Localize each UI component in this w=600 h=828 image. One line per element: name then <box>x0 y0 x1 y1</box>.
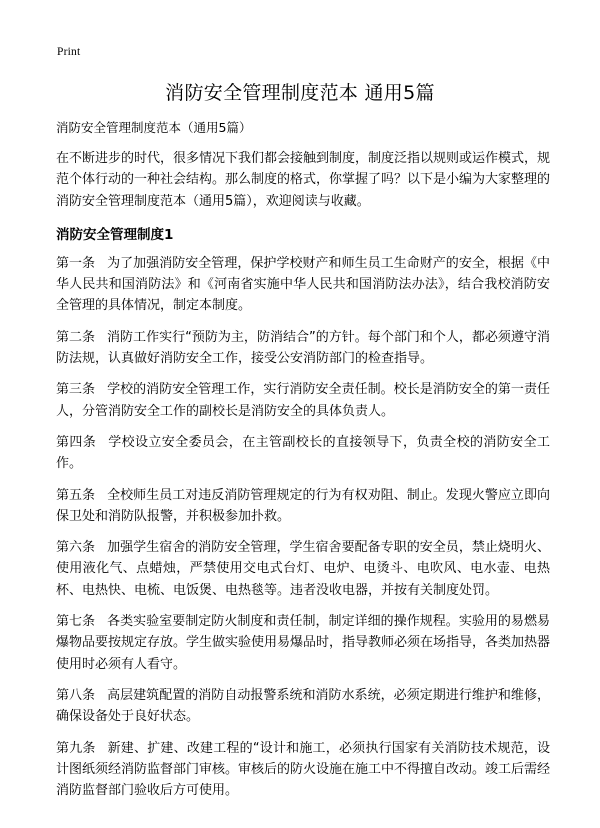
page-title: 消防安全管理制度范本 通用5篇 <box>165 82 435 104</box>
article-number: 第一条 <box>56 255 96 271</box>
article-number: 第五条 <box>56 487 96 503</box>
article-paragraph <box>56 253 550 317</box>
article-text: 消防工作实行“预防为主，防消结合”的方针。每个部门和个人，都必须遵守消防法规，认真做好消防安全工作，接受公安消防部门的检查指导。 <box>56 329 550 367</box>
article-text: 各类实验室要制定防火制度和责任制，制定详细的操作规程。实验用的易燃易爆物品要按规定存放。学生做实验使用易爆品时，指导教师必须在场指导，各类加热器使用时必须有人看守。 <box>56 614 551 672</box>
article-paragraph <box>56 485 550 528</box>
article-number: 第二条 <box>56 329 96 345</box>
article-text: 高层建筑配置的消防自动报警系统和消防水系统，必须定期进行维护和维修，确保设备处于良好状态。 <box>56 687 550 725</box>
article-paragraph <box>56 685 550 728</box>
article-text: 新建、扩建、改建工程的“设计和施工，必须执行国家有关消防技术规范，设计图纸须经消防监督部门审核。审核后的防火设施在施工中不得擅自改动。竣工后需经消防监督部门验收后方可使用。 <box>56 740 551 799</box>
article-paragraph <box>56 379 550 422</box>
article-paragraph <box>56 327 550 370</box>
article-number: 第八条 <box>56 687 96 703</box>
intro-paragraph: 在不断进步的时代，很多情况下我们都会接触到制度，制度泛指以规则或运作模式，规范个体行动的一种社会结构。那么制度的格式，你掌握了吗？以下是小编为大家整理的消防安全管理制度范本（通用5篇），欢迎阅读与收藏。 <box>56 151 551 209</box>
print-label: Print <box>57 46 81 58</box>
article-text: 全校师生员工对违反消防管理规定的行为有权劝阻、制止。发现火警应立即向保卫处和消防队报警，并积极参加扑救。 <box>56 487 550 524</box>
article-text: 学校的消防安全管理工作，实行消防安全责任制。校长是消防安全的第一责任人，分管消防安全工作的副校长是消防安全的具体负责人。 <box>56 382 550 419</box>
article-text: 加强学生宿舍的消防安全管理，学生宿舍要配备专职的安全员，禁止烧明火、使用液化气、点蜡烛，严禁使用交电式台灯、电炉、电烫斗、电吹风、电水壶、电热杯、电热快、电梳、电饭煲、电热毯等。违者没收电器，并按有关制度处罚。 <box>56 540 550 598</box>
article-number: 第七条 <box>56 614 96 630</box>
article-paragraph <box>56 537 550 601</box>
article-paragraph <box>56 432 550 475</box>
document-body <box>56 120 550 811</box>
article-number: 第三条 <box>56 382 96 398</box>
section-heading: 消防安全管理制度1 <box>56 226 174 243</box>
article-number: 第六条 <box>56 540 96 556</box>
article-paragraph <box>56 738 550 802</box>
article-paragraph <box>56 611 550 675</box>
article-text: 为了加强消防安全管理，保护学校财产和师生员工生命财产的安全，根据《中华人民共和国消防法》和《河南省实施中华人民共和国消防法办法》，结合我校消防安全管理的具体情况，制定本制度。 <box>56 255 550 314</box>
document-subtitle: 消防安全管理制度范本（通用5篇） <box>56 120 252 135</box>
article-number: 第四条 <box>56 434 97 450</box>
article-number: 第九条 <box>56 740 96 756</box>
article-text: 学校设立安全委员会，在主管副校长的直接领导下，负责全校的消防安全工作。 <box>56 434 550 472</box>
